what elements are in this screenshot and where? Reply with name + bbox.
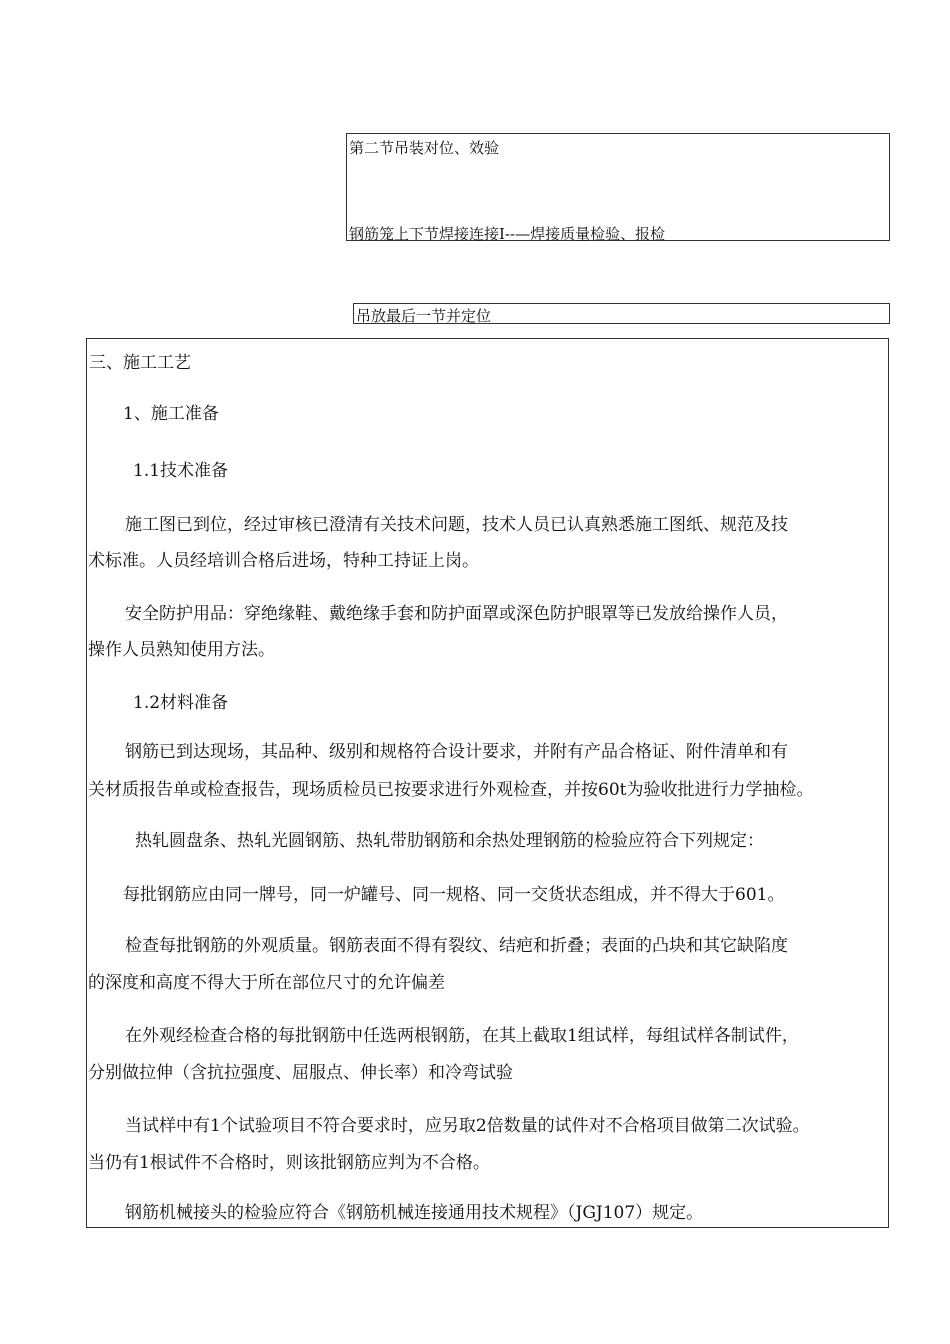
construction-process-section	[86, 338, 889, 1228]
paragraph-line: 钢筋已到达现场，其品种、级别和规格符合设计要求，并附有产品合格证、附件清单和有	[125, 742, 788, 762]
subsection-technical-preparation: 1.1技术准备	[133, 461, 229, 481]
top-table-cell	[346, 133, 890, 241]
paragraph-line: 的深度和高度不得大于所在部位尺寸的允许偏差	[88, 973, 445, 993]
subsection-material-preparation: 1.2材料准备	[133, 693, 229, 713]
paragraph-line: 分别做拉伸（含抗拉强度、屈服点、伸长率）和冷弯试验	[88, 1063, 513, 1083]
final-section-cell	[353, 303, 890, 324]
section-heading-hoisting: 第二节吊装对位、效验	[349, 139, 500, 157]
paragraph-line: 在外观经检查合格的每批钢筋中任选两根钢筋，在其上截取1组试样，每组试样各制试件，	[125, 1026, 799, 1046]
section-title: 三、施工工艺	[89, 353, 191, 373]
paragraph-line: 热轧圆盘条、热轧光圆钢筋、热轧带肋钢筋和余热处理钢筋的检验应符合下列规定：	[135, 831, 764, 851]
paragraph-line: 当试样中有1个试验项目不符合要求时，应另取2倍数量的试件对不合格项目做第二次试验。	[125, 1116, 810, 1136]
welding-inspection-step: 钢筋笼上下节焊接连接Ⅰ--—焊接质量检验、报检	[349, 225, 666, 243]
paragraph-line: 操作人员熟知使用方法。	[88, 640, 275, 660]
paragraph-line: 施工图已到位，经过审核已澄清有关技术问题，技术人员已认真熟悉施工图纸、规范及技	[125, 515, 788, 535]
paragraph-line: 当仍有1根试件不合格时，则该批钢筋应判为不合格。	[88, 1153, 490, 1173]
paragraph-line: 术标准。人员经培训合格后进场，特种工持证上岗。	[88, 551, 479, 571]
subsection-construction-preparation: 1、施工准备	[123, 404, 219, 424]
paragraph-line: 钢筋机械接头的检验应符合《钢筋机械连接通用技术规程》（JGJ107）规定。	[125, 1203, 704, 1223]
paragraph-line: 每批钢筋应由同一牌号，同一炉罐号、同一规格、同一交货状态组成，并不得大于601。	[123, 885, 785, 905]
paragraph-line: 关材质报告单或检查报告，现场质检员已按要求进行外观检查，并按60t为验收批进行力学抽检。	[88, 780, 814, 800]
final-section-step: 吊放最后一节并定位	[356, 307, 492, 325]
paragraph-line: 安全防护用品：穿绝缘鞋、戴绝缘手套和防护面罩或深色防护眼罩等已发放给操作人员，	[125, 604, 788, 624]
paragraph-line: 检查每批钢筋的外观质量。钢筋表面不得有裂纹、结疤和折叠；表面的凸块和其它缺陷度	[125, 936, 788, 956]
